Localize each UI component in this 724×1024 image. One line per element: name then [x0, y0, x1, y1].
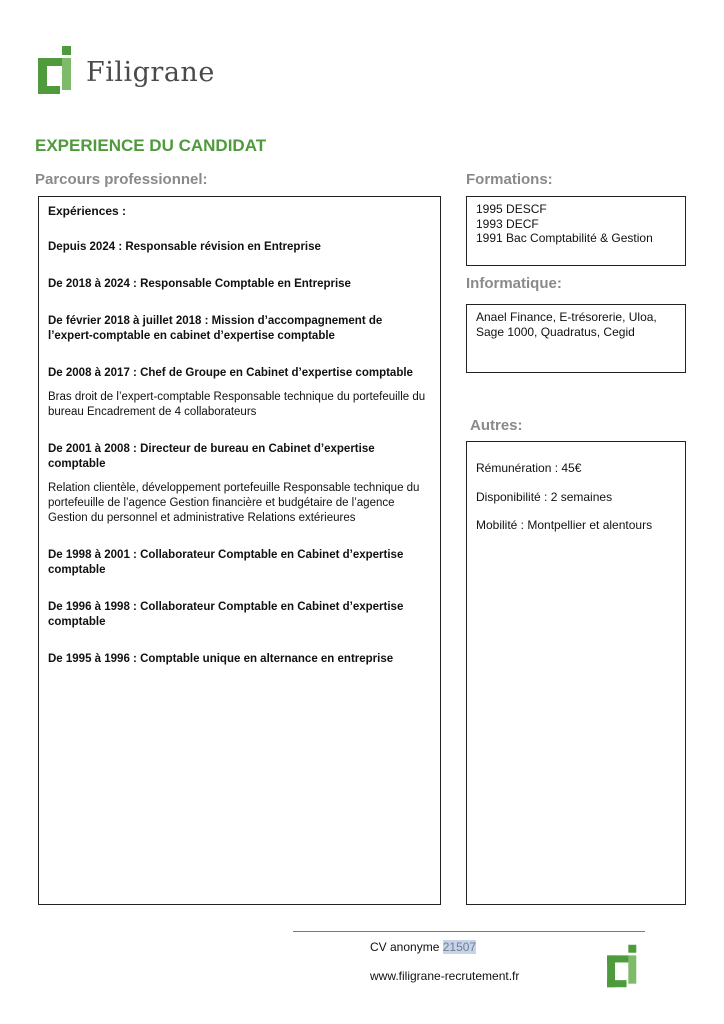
experience-item [48, 652, 430, 667]
experience-title: De 2018 à 2024 : Responsable Comptable en Entreprise [48, 278, 351, 290]
experience-title: De 1995 à 1996 : Comptable unique en alternance en entreprise [48, 653, 394, 665]
experience-title: De février 2018 à juillet 2018 : Mission d’accompagnement de l’expert-comptable en cabinet d’expertise comptable [48, 315, 383, 342]
informatique-text: Anael Finance, E-trésorerie, Uloa, Sage 1000, Quadratus, Cegid [476, 310, 657, 339]
autres-line: Rémunération : 45€ [476, 461, 582, 475]
cv-label: CV anonyme [370, 940, 440, 954]
formation-line: 1991 Bac Comptabilité & Gestion [476, 231, 653, 245]
formations-title: Formations: [466, 171, 553, 188]
brand-name: Filigrane [86, 57, 215, 88]
experience-box [38, 196, 441, 905]
experience-item [48, 277, 430, 292]
experience-item [48, 548, 430, 578]
experience-item [48, 314, 430, 344]
informatique-box [466, 304, 686, 373]
experience-item [48, 366, 430, 420]
cv-ref-number: 21507 [442, 940, 477, 954]
experience-description: Bras droit de l’expert-comptable Responsable technique du portefeuille du bureau Encadrement de 4 collaborateurs [48, 391, 426, 418]
experiences-heading: Expériences : [48, 204, 127, 218]
experience-title: De 1998 à 2001 : Collaborateur Comptable en Cabinet d’expertise comptable [48, 549, 404, 576]
experience-title: Depuis 2024 : Responsable révision en Entreprise [48, 241, 321, 253]
filigrane-logo-icon [38, 44, 74, 96]
autres-line: Disponibilité : 2 semaines [476, 489, 613, 504]
experience-title: De 2001 à 2008 : Directeur de bureau en Cabinet d’expertise comptable [48, 443, 375, 470]
cv-reference [370, 940, 476, 954]
experience-description: Relation clientèle, développement portefeuille Responsable technique du portefeuille de l’agence Gestion financière et budgétaire de l’agence Gestion du personnel et administrative Relations extérieures [48, 482, 420, 524]
autres-box [466, 441, 686, 905]
website-link[interactable]: www.filigrane-recrutement.fr [370, 969, 520, 983]
experience-title: De 2008 à 2017 : Chef de Groupe en Cabinet d’expertise comptable [48, 367, 413, 379]
formations-box [466, 196, 686, 266]
filigrane-footer-logo-icon [607, 943, 639, 989]
footer-divider [293, 931, 645, 932]
experience-item [48, 240, 430, 255]
formation-line: 1995 DESCF [476, 202, 547, 216]
formation-line: 1993 DECF [476, 216, 539, 231]
experience-item [48, 600, 430, 630]
informatique-title: Informatique: [466, 275, 562, 292]
parcours-title: Parcours professionnel: [35, 171, 208, 188]
section-title: EXPERIENCE DU CANDIDAT [35, 136, 267, 155]
experience-item [48, 442, 430, 526]
experience-list [48, 240, 430, 667]
autres-title: Autres: [470, 417, 523, 434]
autres-line: Mobilité : Montpellier et alentours [476, 518, 653, 532]
experience-title: De 1996 à 1998 : Collaborateur Comptable en Cabinet d’expertise comptable [48, 601, 404, 628]
